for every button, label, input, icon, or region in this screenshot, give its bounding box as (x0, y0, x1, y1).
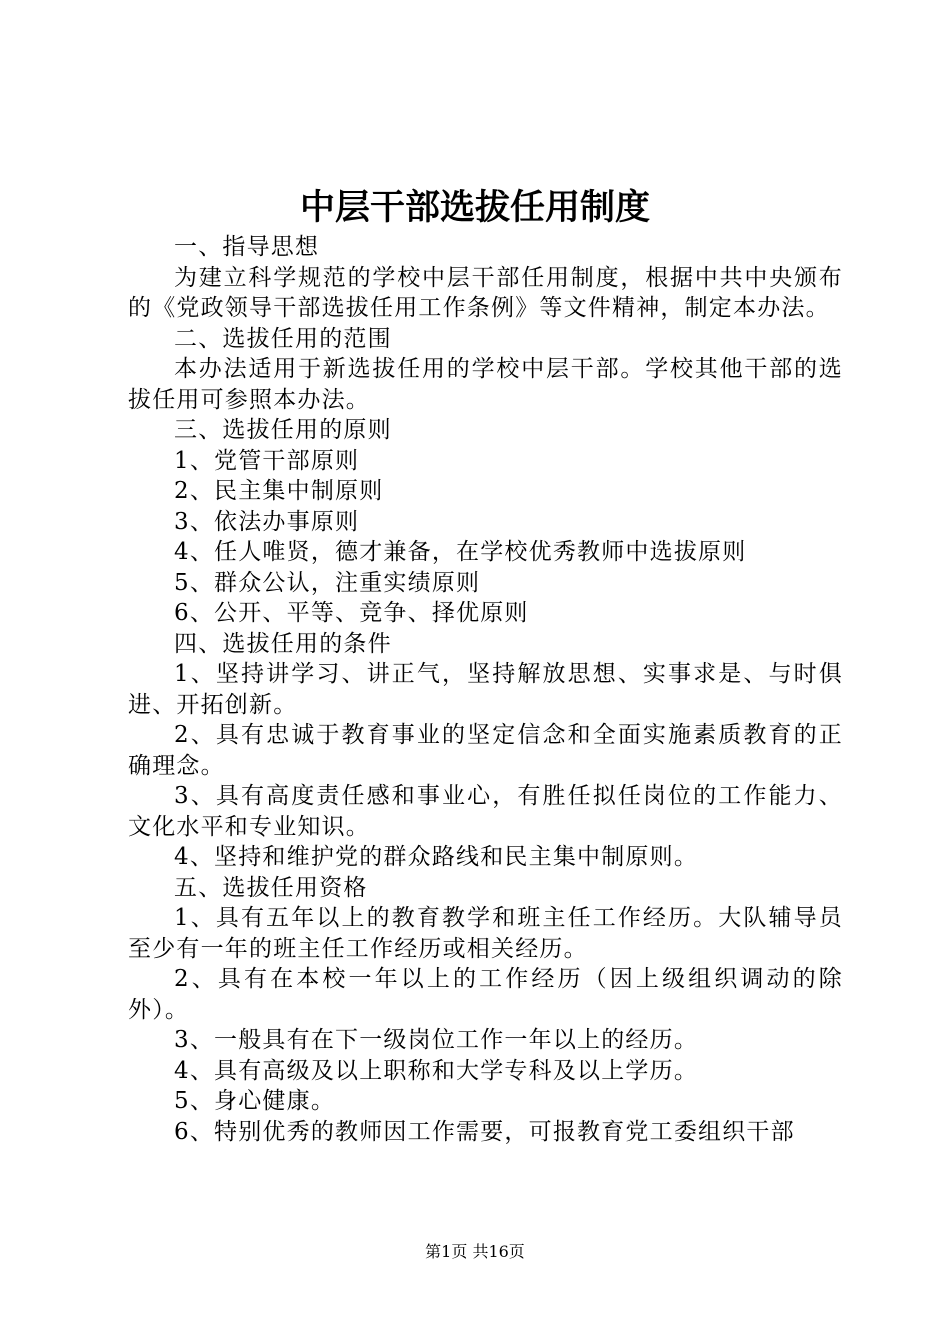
list-item: 2、具有在本校一年以上的工作经历（因上级组织调动的除外）。 (128, 966, 843, 1023)
section-heading: 二、选拔任用的范围 (174, 325, 392, 352)
list-item: 4、具有高级及以上职称和大学专科及以上学历。 (174, 1057, 699, 1084)
list-item: 6、特别优秀的教师因工作需要，可报教育党工委组织干部 (174, 1118, 795, 1145)
section-heading: 四、选拔任用的条件 (174, 630, 392, 657)
list-item: 2、具有忠诚于教育事业的坚定信念和全面实施素质教育的正确理念。 (128, 722, 843, 779)
section-heading: 五、选拔任用资格 (174, 874, 368, 901)
section-heading: 三、选拔任用的原则 (174, 417, 392, 443)
paragraph: 本办法适用于新选拔任用的学校中层干部。学校其他干部的选拔任用可参照本办法。 (128, 356, 843, 413)
section-heading: 一、指导思想 (174, 234, 320, 260)
document-title: 中层干部选拔任用制度 (299, 188, 650, 228)
page-footer: 第1页 共16页 (425, 1242, 525, 1261)
list-item: 1、具有五年以上的教育教学和班主任工作经历。大队辅导员至少有一年的班主任工作经历或相关经历。 (128, 905, 843, 962)
paragraph: 为建立科学规范的学校中层干部任用制度，根据中共中央颁布的《党政领导干部选拔任用工作条例》等文件精神，制定本办法。 (128, 264, 843, 321)
list-item: 5、群众公认，注重实绩原则 (174, 569, 481, 596)
list-item: 1、坚持讲学习、讲正气，坚持解放思想、实事求是、与时俱进、开拓创新。 (128, 661, 843, 718)
list-item: 4、任人唯贤，德才兼备，在学校优秀教师中选拔原则 (174, 539, 747, 565)
document-body (128, 232, 843, 1147)
list-item: 6、公开、平等、竞争、择优原则 (174, 600, 529, 626)
list-item: 2、民主集中制原则 (174, 478, 384, 504)
list-item: 1、党管干部原则 (174, 447, 360, 474)
list-item: 3、一般具有在下一级岗位工作一年以上的经历。 (174, 1027, 699, 1053)
list-item: 3、具有高度责任感和事业心，有胜任拟任岗位的工作能力、文化水平和专业知识。 (128, 783, 843, 840)
list-item: 4、坚持和维护党的群众路线和民主集中制原则。 (174, 844, 699, 870)
list-item: 3、依法办事原则 (174, 508, 360, 535)
list-item: 5、身心健康。 (174, 1088, 336, 1114)
